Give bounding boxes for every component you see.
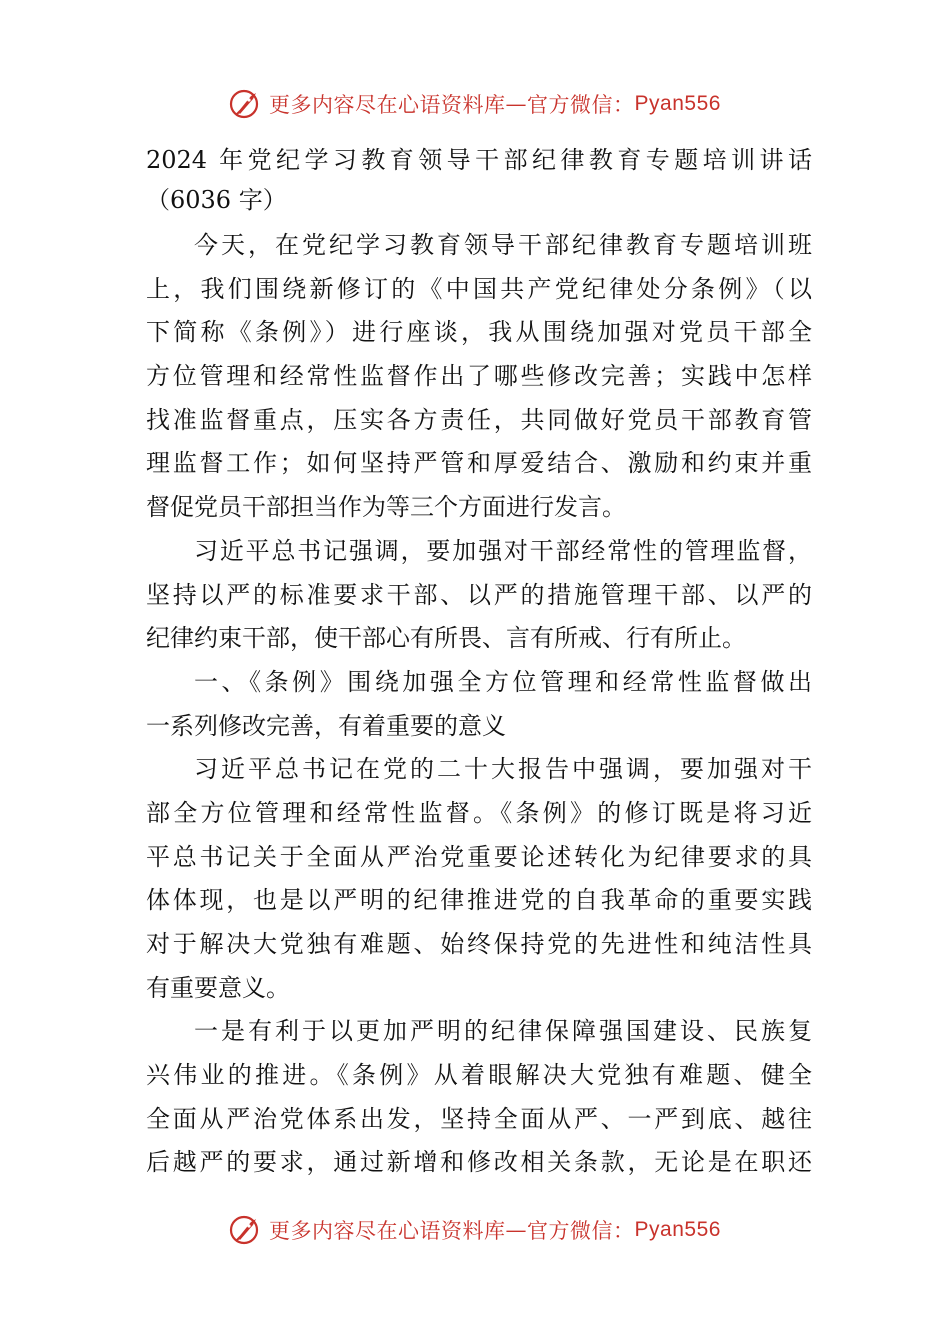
banner-label: 官方微信： <box>527 93 635 117</box>
body-line: 平总书记关于全面从严治党重要论述转化为纪律要求的具 <box>146 842 812 871</box>
body-line: 一是有利于以更加严明的纪律保障强国建设、民族复 <box>194 1017 812 1046</box>
body-line: 习近平总书记在党的二十大报告中强调，要加强对干 <box>194 755 812 784</box>
body-line: 部全方位管理和经常性监督。《条例》的修订既是将习近 <box>146 798 812 827</box>
body-line: 坚持以严的标准要求干部、以严的措施管理干部、以严的 <box>146 580 812 609</box>
footer-banner <box>0 1210 950 1250</box>
body-line: 有重要意义。 <box>146 973 290 1002</box>
banner-slogan: 更多内容尽在心语资料库 <box>269 93 506 117</box>
banner-wechat-id: Pyan556 <box>634 1218 721 1241</box>
body-line: 纪律约束干部，使干部心有所畏、言有所戒、行有所止。 <box>146 624 746 653</box>
body-line: 理监督工作；如何坚持严管和厚爱结合、激励和约束并重 <box>146 449 812 478</box>
body-line: 今天，在党纪学习教育领导干部纪律教育专题培训班 <box>194 231 812 259</box>
banner-label: 官方微信： <box>527 1219 635 1243</box>
body-line: 督促党员干部担当作为等三个方面进行发言。 <box>146 493 626 522</box>
body-line: 上，我们围绕新修订的《中国共产党纪律处分条例》（以 <box>146 274 812 303</box>
document-title-line-1: 2024 年党纪学习教育领导干部纪律教育专题培训讲话 <box>146 146 812 174</box>
document-title-line-2: （6036 字） <box>146 186 287 214</box>
banner-separator: — <box>505 92 528 116</box>
body-line: 全面从严治党体系出发，坚持全面从严、一严到底、越往 <box>146 1104 812 1133</box>
pen-nib-logo-icon <box>229 1213 263 1247</box>
banner-wechat-id: Pyan556 <box>634 92 721 115</box>
body-line: 方位管理和经常性监督作出了哪些修改完善；实践中怎样 <box>146 362 812 391</box>
body-line: 对于解决大党独有难题、始终保持党的先进性和纯洁性具 <box>146 930 812 958</box>
body-line: 下简称《条例》）进行座谈，我从围绕加强对党员干部全 <box>146 318 812 347</box>
banner-separator: — <box>505 1218 528 1242</box>
header-banner <box>0 84 950 124</box>
body-text <box>146 224 812 1185</box>
body-line: 体体现，也是以严明的纪律推进党的自我革命的重要实践 <box>146 886 812 915</box>
body-line: 兴伟业的推进。《条例》从着眼解决大党独有难题、健全 <box>146 1061 812 1090</box>
document-body <box>146 140 812 1185</box>
body-line: 找准监督重点，压实各方责任，共同做好党员干部教育管 <box>146 405 812 434</box>
body-line: 一系列修改完善，有着重要的意义 <box>146 711 506 740</box>
banner-slogan: 更多内容尽在心语资料库 <box>269 1219 506 1243</box>
body-line: 习近平总书记强调，要加强对干部经常性的管理监督， <box>194 536 812 565</box>
body-line: 后越严的要求，通过新增和修改相关条款，无论是在职还 <box>146 1148 812 1177</box>
pen-nib-logo-icon <box>229 87 263 121</box>
body-line: 一、《条例》围绕加强全方位管理和经常性监督做出 <box>194 667 812 696</box>
